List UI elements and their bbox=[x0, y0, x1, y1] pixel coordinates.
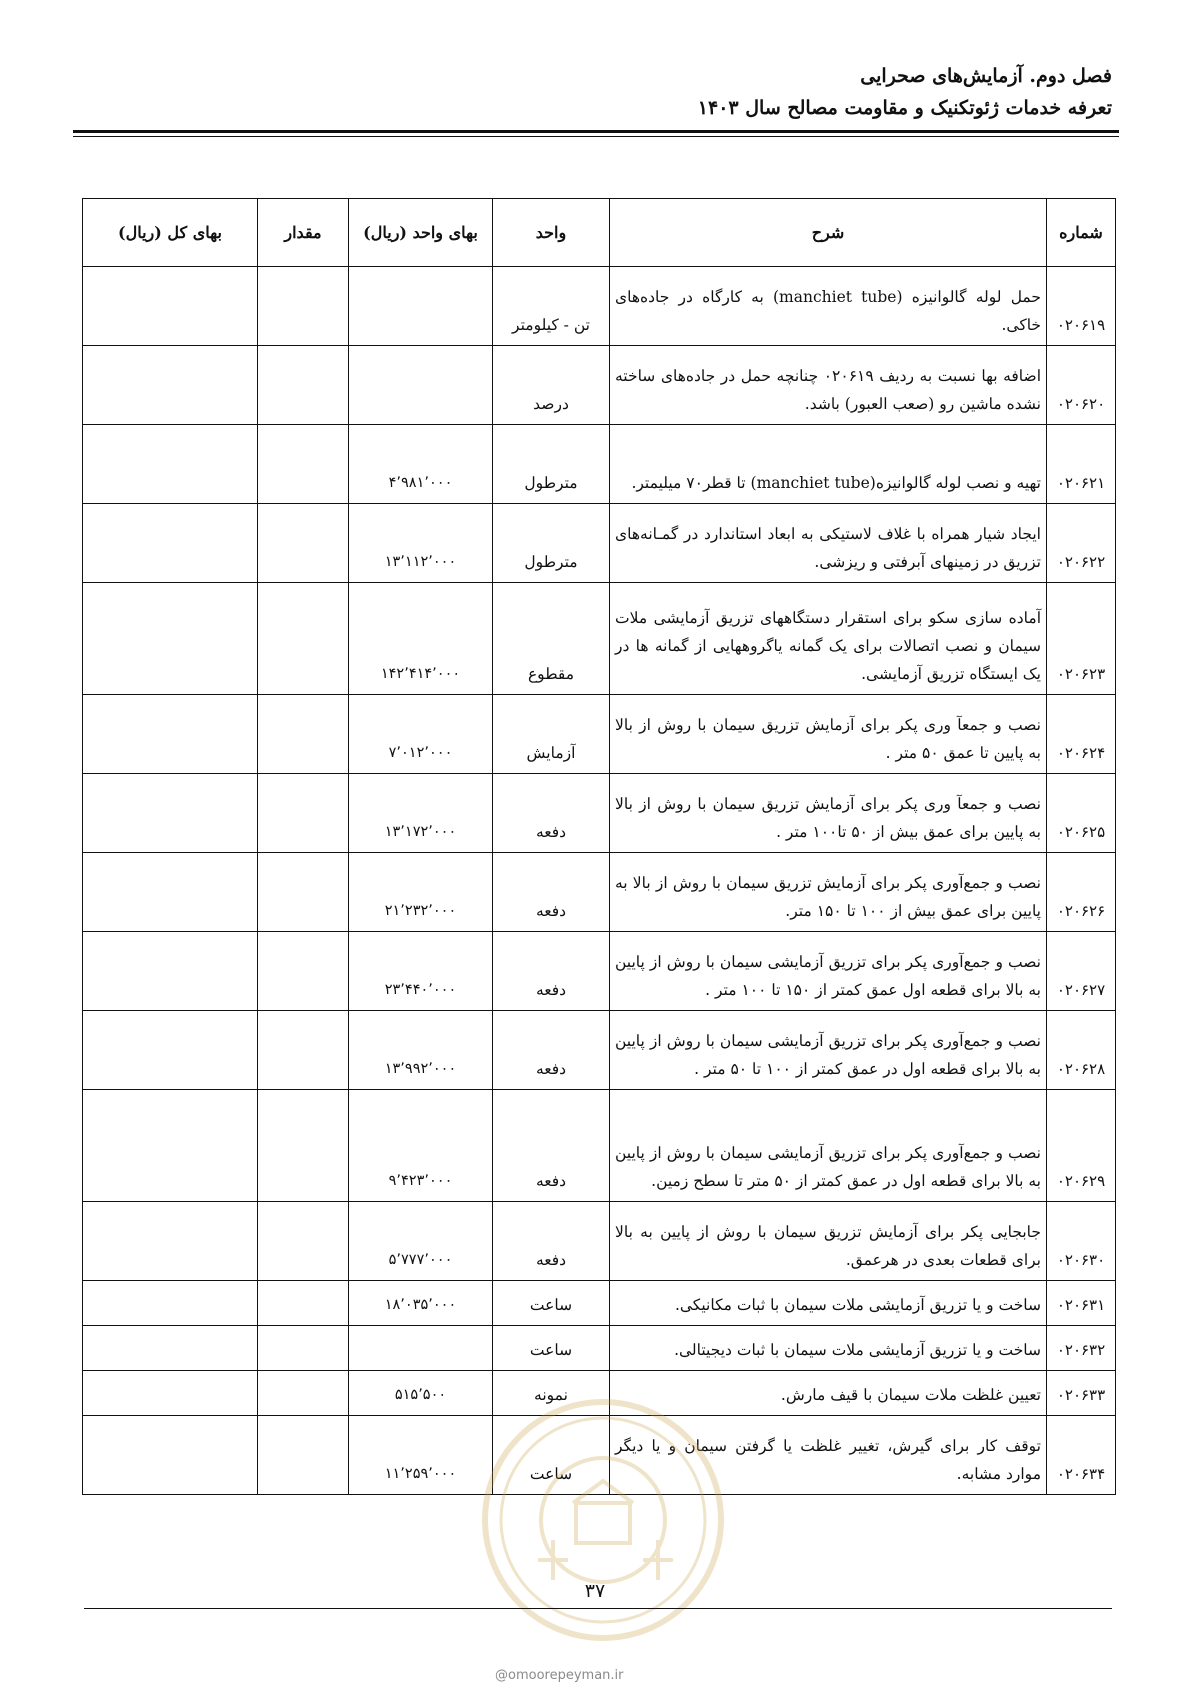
table-row bbox=[83, 1090, 1116, 1202]
row-unit-price: ۱۴۲٬۴۱۴٬۰۰۰ bbox=[349, 583, 493, 695]
header-total-price: بهای کل (ریال) bbox=[83, 199, 258, 267]
row-unit: دفعه bbox=[493, 932, 610, 1011]
row-number: ۰۲۰۶۳۱ bbox=[1047, 1281, 1116, 1326]
row-number: ۰۲۰۶۲۱ bbox=[1047, 425, 1116, 504]
header-unit: واحد bbox=[493, 199, 610, 267]
row-quantity bbox=[258, 1202, 349, 1281]
row-unit: ساعت bbox=[493, 1281, 610, 1326]
header-rule-thick bbox=[73, 130, 1119, 133]
page-number: ۳۷ bbox=[584, 1580, 606, 1602]
table-row bbox=[83, 1011, 1116, 1090]
website-link[interactable]: @omoorepeyman.ir bbox=[495, 1668, 624, 1683]
row-unit-price: ۵۱۵٬۵۰۰ bbox=[349, 1371, 493, 1416]
row-number: ۰۲۰۶۲۲ bbox=[1047, 504, 1116, 583]
row-description: نصب و جمعآ وری پکر برای آزمایش تزریق سیمان با روش از بالا به پایین تا عمق ۵۰ متر . bbox=[610, 695, 1047, 774]
row-unit-price bbox=[349, 346, 493, 425]
header-rule-thin bbox=[73, 136, 1119, 137]
row-total bbox=[83, 1416, 258, 1495]
table-row bbox=[83, 267, 1116, 346]
row-total bbox=[83, 1281, 258, 1326]
row-unit-price bbox=[349, 267, 493, 346]
row-unit-price: ۵٬۷۷۷٬۰۰۰ bbox=[349, 1202, 493, 1281]
row-number: ۰۲۰۶۲۶ bbox=[1047, 853, 1116, 932]
row-total bbox=[83, 1202, 258, 1281]
row-description: تعیین غلظت ملات سیمان با قیف مارش. bbox=[610, 1371, 1047, 1416]
row-unit: ساعت bbox=[493, 1416, 610, 1495]
row-description: ساخت و یا تزریق آزمایشی ملات سیمان با ثبات مکانیکی. bbox=[610, 1281, 1047, 1326]
footer-rule bbox=[84, 1608, 1112, 1609]
page-header bbox=[72, 60, 1112, 124]
row-unit: دفعه bbox=[493, 1011, 610, 1090]
row-unit: مترطول bbox=[493, 504, 610, 583]
row-quantity bbox=[258, 932, 349, 1011]
row-number: ۰۲۰۶۲۵ bbox=[1047, 774, 1116, 853]
header-unit-price: بهای واحد (ریال) bbox=[349, 199, 493, 267]
row-number: ۰۲۰۶۳۴ bbox=[1047, 1416, 1116, 1495]
table-header-row bbox=[83, 199, 1116, 267]
table-row bbox=[83, 1371, 1116, 1416]
row-description: اضافه بها نسبت به ردیف ۰۲۰۶۱۹ چنانچه حمل در جاده‌های ساخته نشده ماشین رو (صعب العبور) باشد. bbox=[610, 346, 1047, 425]
row-quantity bbox=[258, 583, 349, 695]
row-quantity bbox=[258, 853, 349, 932]
row-unit: آزمایش bbox=[493, 695, 610, 774]
row-unit: دفعه bbox=[493, 1090, 610, 1202]
row-description: نصب و جمع‌آوری پکر برای تزریق آزمایشی سیمان با روش از پایین به بالا برای قطعه اول عمق کمتر از ۱۵۰ تا ۱۰۰ متر . bbox=[610, 932, 1047, 1011]
row-total bbox=[83, 695, 258, 774]
row-quantity bbox=[258, 1371, 349, 1416]
row-total bbox=[83, 504, 258, 583]
row-total bbox=[83, 1326, 258, 1371]
row-number: ۰۲۰۶۲۴ bbox=[1047, 695, 1116, 774]
row-unit-price: ۲۳٬۴۴۰٬۰۰۰ bbox=[349, 932, 493, 1011]
row-quantity bbox=[258, 1326, 349, 1371]
row-number: ۰۲۰۶۲۰ bbox=[1047, 346, 1116, 425]
row-description: جابجایی پکر برای آزمایش تزریق سیمان با روش از پایین به بالا برای قطعات بعدی در هرعمق. bbox=[610, 1202, 1047, 1281]
row-unit-price bbox=[349, 1326, 493, 1371]
row-description: حمل لوله گالوانیزه (manchiet tube) به کارگاه در جاده‌های خاکی. bbox=[610, 267, 1047, 346]
table-row bbox=[83, 853, 1116, 932]
row-total bbox=[83, 267, 258, 346]
row-description: نصب و جمع‌آوری پکر برای تزریق آزمایشی سیمان با روش از پایین به بالا برای قطعه اول در عمق کمتر از ۱۰۰ تا ۵۰ متر . bbox=[610, 1011, 1047, 1090]
row-number: ۰۲۰۶۲۳ bbox=[1047, 583, 1116, 695]
row-total bbox=[83, 1090, 258, 1202]
row-unit: ساعت bbox=[493, 1326, 610, 1371]
row-quantity bbox=[258, 425, 349, 504]
row-number: ۰۲۰۶۲۸ bbox=[1047, 1011, 1116, 1090]
row-unit: تن - کیلومتر bbox=[493, 267, 610, 346]
row-description: ایجاد شیار همراه با غلاف لاستیکی به ابعاد استاندارد در گمـانه‌های تزریق در زمینهای آبرفتی و ریزشی. bbox=[610, 504, 1047, 583]
row-quantity bbox=[258, 1416, 349, 1495]
row-unit-price: ۲۱٬۲۳۲٬۰۰۰ bbox=[349, 853, 493, 932]
row-unit: دفعه bbox=[493, 1202, 610, 1281]
table-row bbox=[83, 346, 1116, 425]
table-row bbox=[83, 695, 1116, 774]
tariff-table bbox=[82, 198, 1116, 1495]
table-row bbox=[83, 1416, 1116, 1495]
chapter-title: فصل دوم. آزمایش‌های صحرایی bbox=[860, 65, 1112, 87]
row-unit: نمونه bbox=[493, 1371, 610, 1416]
row-unit: مترطول bbox=[493, 425, 610, 504]
row-description: ساخت و یا تزریق آزمایشی ملات سیمان با ثبات دیجیتالی. bbox=[610, 1326, 1047, 1371]
table-row bbox=[83, 774, 1116, 853]
row-unit: مقطوع bbox=[493, 583, 610, 695]
row-number: ۰۲۰۶۳۲ bbox=[1047, 1326, 1116, 1371]
row-number: ۰۲۰۶۲۷ bbox=[1047, 932, 1116, 1011]
row-quantity bbox=[258, 504, 349, 583]
row-total bbox=[83, 774, 258, 853]
table-row bbox=[83, 932, 1116, 1011]
row-total bbox=[83, 853, 258, 932]
row-total bbox=[83, 1011, 258, 1090]
row-quantity bbox=[258, 267, 349, 346]
row-unit-price: ۷٬۰۱۲٬۰۰۰ bbox=[349, 695, 493, 774]
row-quantity bbox=[258, 346, 349, 425]
table-row bbox=[83, 504, 1116, 583]
row-unit: درصد bbox=[493, 346, 610, 425]
row-description: نصب و جمعآ وری پکر برای آزمایش تزریق سیمان با روش از بالا به پایین برای عمق بیش از ۵۰ تا۱۰۰ متر . bbox=[610, 774, 1047, 853]
table-row bbox=[83, 1202, 1116, 1281]
table-row bbox=[83, 1326, 1116, 1371]
row-unit: دفعه bbox=[493, 774, 610, 853]
table-row bbox=[83, 583, 1116, 695]
row-total bbox=[83, 583, 258, 695]
row-unit-price: ۱۱٬۲۵۹٬۰۰۰ bbox=[349, 1416, 493, 1495]
row-description: تهیه و نصب لوله گالوانیزه(manchiet tube) تا قطر۷۰ میلیمتر. bbox=[610, 425, 1047, 504]
row-quantity bbox=[258, 1281, 349, 1326]
row-unit-price: ۱۳٬۱۱۲٬۰۰۰ bbox=[349, 504, 493, 583]
row-unit-price: ۹٬۴۲۳٬۰۰۰ bbox=[349, 1090, 493, 1202]
row-description: توقف کار برای گیرش، تغییر غلظت یا گرفتن سیمان و یا دیگر موارد مشابه. bbox=[610, 1416, 1047, 1495]
row-unit-price: ۱۳٬۹۹۲٬۰۰۰ bbox=[349, 1011, 493, 1090]
row-total bbox=[83, 425, 258, 504]
table-row bbox=[83, 425, 1116, 504]
table-row bbox=[83, 1281, 1116, 1326]
row-quantity bbox=[258, 1011, 349, 1090]
row-description: نصب و جمع‌آوری پکر برای آزمایش تزریق سیمان با روش از بالا به پایین برای عمق بیش از ۱۰۰ تا ۱۵۰ متر. bbox=[610, 853, 1047, 932]
row-total bbox=[83, 932, 258, 1011]
row-number: ۰۲۰۶۲۹ bbox=[1047, 1090, 1116, 1202]
row-number: ۰۲۰۶۳۳ bbox=[1047, 1371, 1116, 1416]
row-unit-price: ۱۸٬۰۳۵٬۰۰۰ bbox=[349, 1281, 493, 1326]
header-quantity: مقدار bbox=[258, 199, 349, 267]
row-unit: دفعه bbox=[493, 853, 610, 932]
row-number: ۰۲۰۶۳۰ bbox=[1047, 1202, 1116, 1281]
row-total bbox=[83, 1371, 258, 1416]
row-quantity bbox=[258, 1090, 349, 1202]
row-total bbox=[83, 346, 258, 425]
row-unit-price: ۱۳٬۱۷۲٬۰۰۰ bbox=[349, 774, 493, 853]
row-quantity bbox=[258, 695, 349, 774]
header-number: شماره bbox=[1047, 199, 1116, 267]
row-description: نصب و جمع‌آوری پکر برای تزریق آزمایشی سیمان با روش از پایین به بالا برای قطعه اول در عمق کمتر از ۵۰ متر تا سطح زمین. bbox=[610, 1090, 1047, 1202]
row-quantity bbox=[258, 774, 349, 853]
row-unit-price: ۴٬۹۸۱٬۰۰۰ bbox=[349, 425, 493, 504]
row-number: ۰۲۰۶۱۹ bbox=[1047, 267, 1116, 346]
document-title: تعرفه خدمات ژئوتکنیک و مقاومت مصالح سال ۱۴۰۳ bbox=[697, 97, 1112, 119]
header-description: شرح bbox=[610, 199, 1047, 267]
row-description: آماده سازی سکو برای استقرار دستگاههای تزریق آزمایشی ملات سیمان و نصب اتصالات برای یک گمانه یاگروههایی از گمانه ها در یک ایستگاه تزریق آزمایشی. bbox=[610, 583, 1047, 695]
